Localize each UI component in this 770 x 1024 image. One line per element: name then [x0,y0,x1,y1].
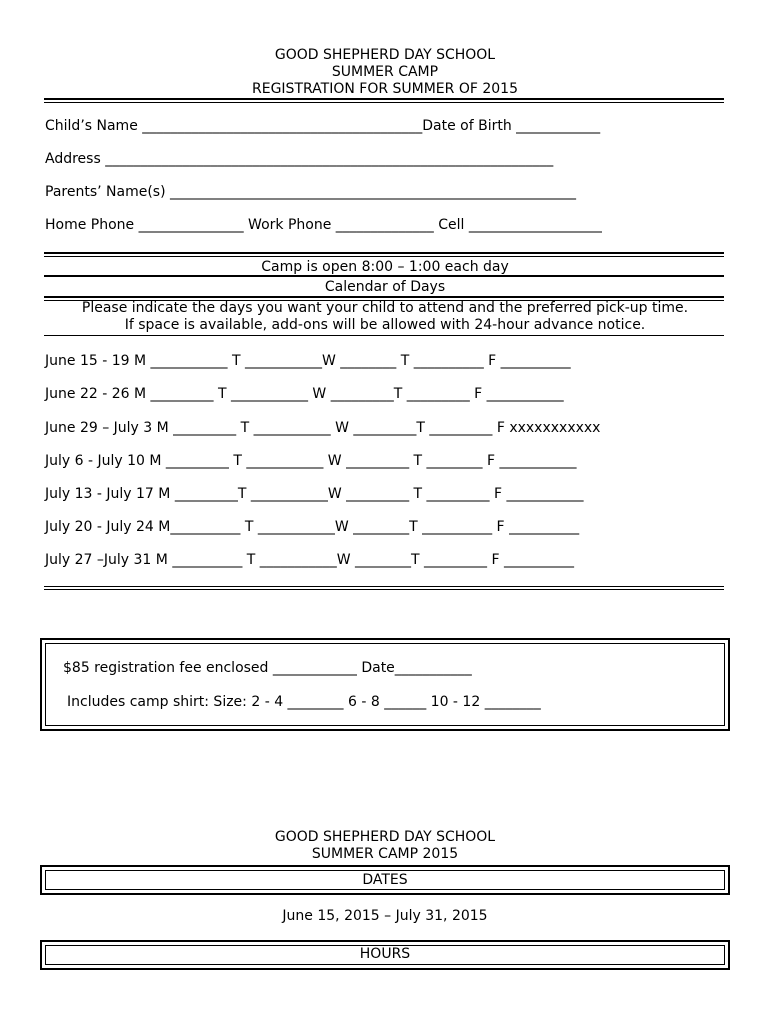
registration-fee-field[interactable]: $85 registration fee enclosed ____________ Date___________ [63,660,472,676]
dates-box [40,865,730,895]
week-row[interactable]: July 6 - July 10 M _________ T ___________ W _________ T ________ F ___________ [45,453,577,469]
calendar-heading: Calendar of Days [324,279,446,295]
divider [44,586,724,587]
header-line-1: GOOD SHEPHERD DAY SCHOOL [274,47,496,63]
footer-line-2: SUMMER CAMP 2015 [311,846,459,862]
divider [44,98,724,100]
dates-value: June 15, 2015 – July 31, 2015 [282,908,488,924]
divider [44,296,724,298]
footer-line-1: GOOD SHEPHERD DAY SCHOOL [274,829,496,845]
divider [44,335,724,336]
phones-field[interactable]: Home Phone _______________ Work Phone ______________ Cell ___________________ [45,217,602,233]
divider [44,252,724,254]
week-row[interactable]: July 13 - July 17 M _________T ___________W _________ T _________ F ___________ [45,486,584,502]
address-field[interactable]: Address ________________________________________________________________ [45,151,554,167]
fee-box-inner [45,643,725,726]
instruction-line-2: If space is available, add-ons will be allowed with 24-hour advance notice. [124,317,646,333]
divider [44,275,724,277]
hours-label: HOURS [359,946,411,962]
child-name-field[interactable]: Child’s Name ________________________________________Date of Birth ____________ [45,118,601,134]
hours-box [40,940,730,970]
divider [44,102,724,103]
week-row[interactable]: June 15 - 19 M ___________ T ___________W ________ T __________ F __________ [45,353,571,369]
fee-box [40,638,730,731]
shirt-size-field[interactable]: Includes camp shirt: Size: 2 - 4 ________ 6 - 8 ______ 10 - 12 ________ [67,694,541,710]
week-row[interactable]: July 27 –July 31 M __________ T ___________W ________T _________ F __________ [45,552,575,568]
instruction-line-1: Please indicate the days you want your child to attend and the preferred pick-up time. [81,300,689,316]
camp-hours-text: Camp is open 8:00 – 1:00 each day [261,259,509,275]
week-row[interactable]: June 29 – July 3 M _________ T ___________ W _________T _________ F xxxxxxxxxxx [45,420,601,436]
header-line-3: REGISTRATION FOR SUMMER OF 2015 [252,81,518,97]
dates-label: DATES [362,872,408,888]
parents-name-field[interactable]: Parents’ Name(s) __________________________________________________________ [45,184,576,200]
week-row[interactable]: June 22 - 26 M _________ T ___________ W _________T _________ F ___________ [45,386,564,402]
header-line-2: SUMMER CAMP [331,64,439,80]
divider [44,589,724,590]
week-row[interactable]: July 20 - July 24 M__________ T ___________W ________T __________ F __________ [45,519,580,535]
divider [44,256,724,257]
